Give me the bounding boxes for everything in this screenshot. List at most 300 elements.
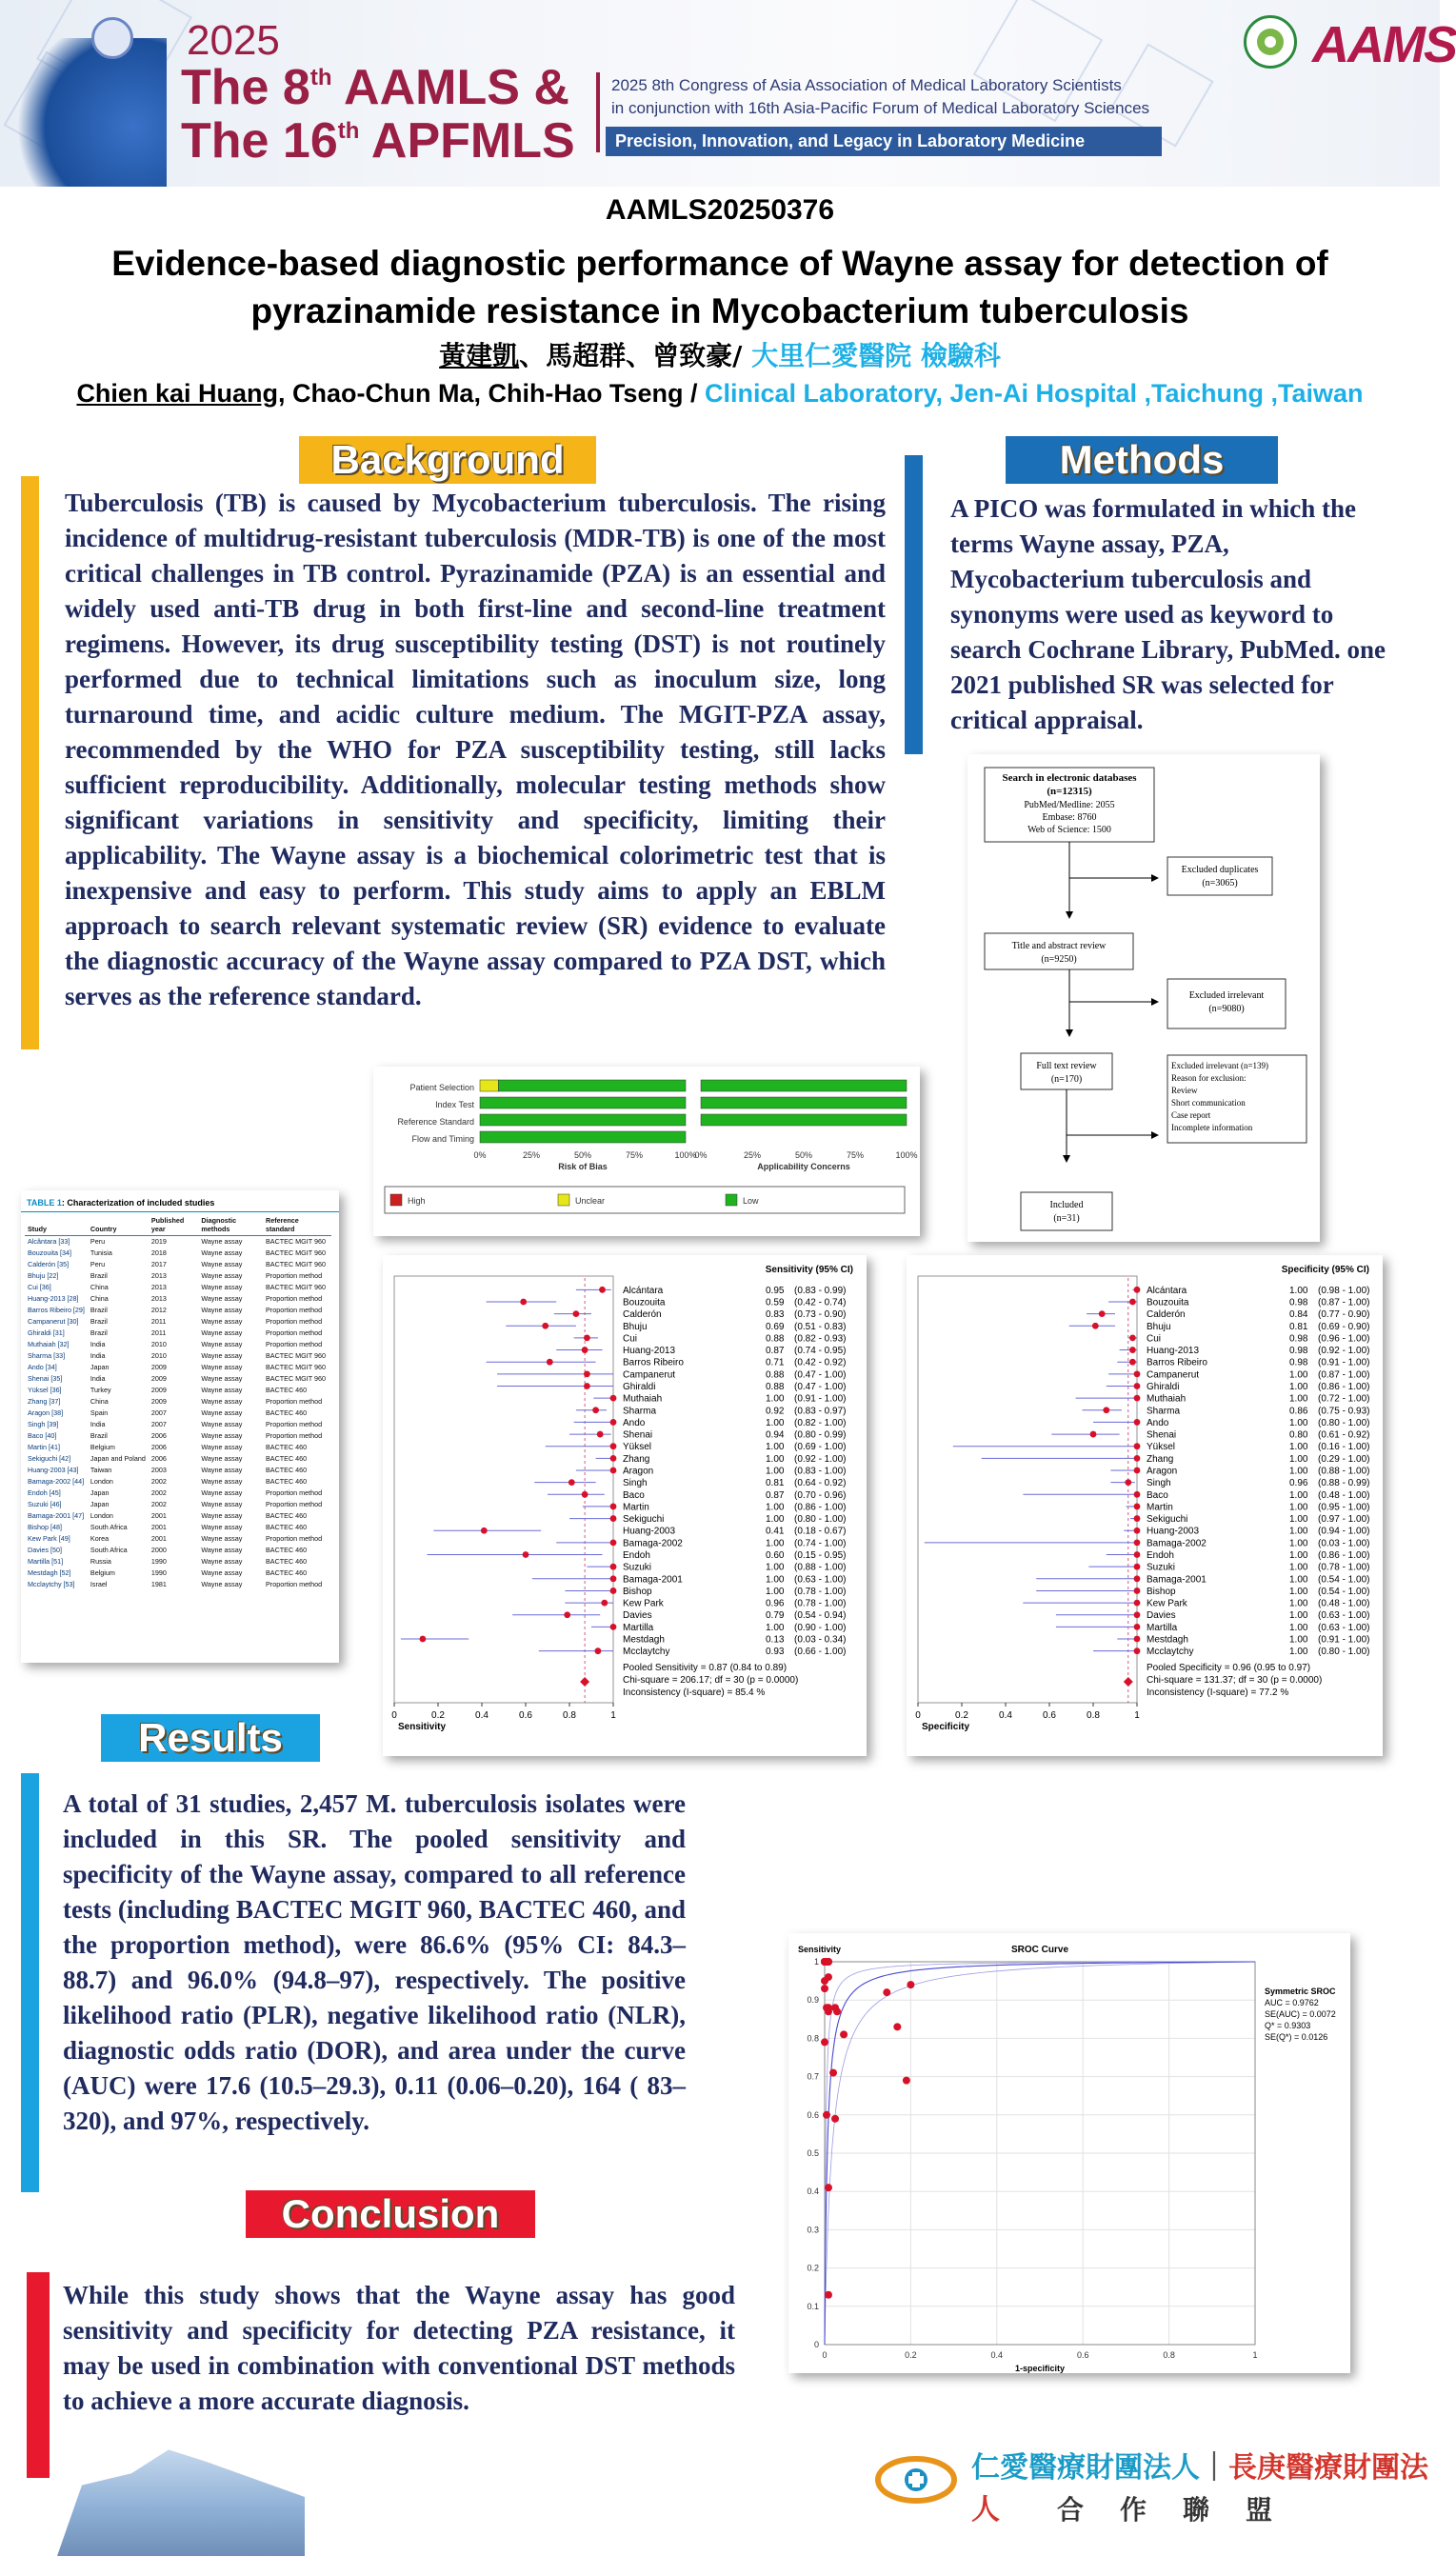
- table-1-row: [25, 1453, 331, 1465]
- forest-value-label: 0.87: [766, 1346, 785, 1357]
- forest-study-label: Aragon: [1147, 1466, 1178, 1477]
- flow-excluded-irrelevant-2: Excluded irrelevant (n=139): [1171, 1061, 1269, 1070]
- table-1-cell: Bishop [48]: [28, 1523, 62, 1531]
- forest-ci-label: (0.29 - 1.00): [1318, 1453, 1370, 1465]
- forest-study-label: Campanerut: [1147, 1369, 1200, 1381]
- society-seal-icon: [1244, 15, 1297, 69]
- table-1-cell: London: [90, 1511, 113, 1520]
- flow-excluded-irrelevant: Excluded irrelevant: [1188, 990, 1265, 1001]
- forest-point: [542, 1323, 548, 1329]
- forest-point: [547, 1359, 553, 1366]
- conclusion-heading: Conclusion: [246, 2190, 535, 2238]
- table-1-cell: BACTEC MGIT 960: [266, 1248, 326, 1257]
- methods-accent-bar: [905, 455, 923, 754]
- forest-point: [523, 1551, 529, 1558]
- table-1-row: [25, 1373, 331, 1385]
- table-1-cell: Proportion method: [266, 1317, 323, 1326]
- table-1-cell: BACTEC 460: [266, 1443, 308, 1451]
- applicability-bar-low: [701, 1080, 907, 1091]
- table-1-cell: 2007: [150, 1420, 167, 1428]
- forest-study-label: Cui: [1147, 1333, 1162, 1345]
- sroc-legend-line: SE(AUC) = 0.0072: [1265, 2009, 1336, 2019]
- forest-value-label: 1.00: [1289, 1381, 1308, 1392]
- forest-study-label: Zhang: [623, 1453, 650, 1465]
- risk-of-bias-chart: [373, 1067, 920, 1236]
- table-1-row: [25, 1385, 331, 1396]
- forest-ci-label: (0.87 - 1.00): [1318, 1297, 1370, 1308]
- forest-ci-label: (0.95 - 1.00): [1318, 1502, 1370, 1513]
- authors-english: Chien kai Huang, Chao-Chun Ma, Chih-Hao Tseng / Clinical Laboratory, Jen-Ai Hospital ,Taichung ,Taiwan: [76, 379, 1364, 408]
- flow-reason-1: Review: [1171, 1086, 1198, 1095]
- table-1-cell: Wayne assay: [201, 1340, 243, 1348]
- forest-study-label: Zhang: [1147, 1453, 1174, 1465]
- applicability-bar-low: [701, 1097, 907, 1108]
- table-1-cell: Yüksel [36]: [28, 1386, 62, 1394]
- congress-title-line1: The 8th AAMLS &: [181, 60, 569, 115]
- table-1-row: [25, 1350, 331, 1362]
- table-1-cell: Mcclaytchy [53]: [28, 1580, 75, 1588]
- forest-point: [610, 1443, 617, 1449]
- forest-point: [1103, 1407, 1109, 1413]
- table-1-cell: Brazil: [90, 1317, 108, 1326]
- forest-point: [1134, 1575, 1141, 1582]
- rob-legend-label: Unclear: [575, 1196, 606, 1206]
- table-1-row: [25, 1568, 331, 1579]
- table-1-cell: BACTEC MGIT 960: [266, 1351, 326, 1360]
- table-1-cell: Wayne assay: [201, 1443, 243, 1451]
- forest-point: [610, 1624, 617, 1630]
- table-1-cell: Japan: [90, 1500, 110, 1508]
- forest-point: [1134, 1395, 1141, 1402]
- table-1-cell: Cui [36]: [28, 1283, 51, 1291]
- forest-ci-label: (0.86 - 1.00): [1318, 1381, 1370, 1392]
- forest-value-label: 1.00: [766, 1393, 785, 1405]
- forest-ci-label: (0.69 - 1.00): [794, 1442, 847, 1453]
- forest-value-label: 0.95: [766, 1285, 785, 1296]
- table-1-row: [25, 1545, 331, 1556]
- forest-value-label: 0.59: [766, 1297, 785, 1308]
- methods-text: A PICO was formulated in which the terms Wayne assay, PZA, Mycobacterium tuberculosis and synonyms were used as keyword to search Cochrane Library, PubMed. one 2021 published SR was selected for critical appraisal.: [950, 494, 1386, 734]
- forest-value-label: 1.00: [766, 1514, 785, 1526]
- table-1-cell: Belgium: [90, 1568, 115, 1577]
- table-1-cell: Baco [40]: [28, 1431, 57, 1440]
- forest-tick-label: 0.8: [563, 1710, 576, 1721]
- table-1-row: [25, 1556, 331, 1568]
- results-heading: Results: [101, 1714, 320, 1762]
- table-1-cell: Wayne assay: [201, 1294, 243, 1303]
- table-1-cell: Turkey: [90, 1386, 111, 1394]
- forest-study-label: Muthaiah: [1147, 1393, 1187, 1405]
- forest-study-label: Bishop: [1147, 1586, 1176, 1597]
- forest-point: [1134, 1624, 1141, 1630]
- forest-ci-label: (0.83 - 0.99): [794, 1285, 847, 1296]
- forest-stat-label: Inconsistency (I-square) = 85.4 %: [623, 1687, 766, 1698]
- rob-legend-label: High: [408, 1196, 426, 1206]
- table-1-row: [25, 1305, 331, 1316]
- sroc-point: [829, 2069, 837, 2077]
- forest-value-label: 0.94: [766, 1429, 785, 1441]
- forest-plot-sensitivity: [383, 1255, 867, 1756]
- table-1-header-1: Country: [90, 1225, 117, 1233]
- table-1-cell: BACTEC 460: [266, 1511, 308, 1520]
- rob-axis-title: Risk of Bias: [558, 1162, 608, 1171]
- forest-value-label: 0.80: [1289, 1429, 1308, 1441]
- rob-row-label: Index Test: [435, 1100, 474, 1109]
- forest-ci-label: (0.80 - 1.00): [794, 1514, 847, 1526]
- forest-point: [610, 1395, 617, 1402]
- forest-ci-label: (0.75 - 0.93): [1318, 1406, 1370, 1417]
- forest-ci-label: (0.78 - 1.00): [1318, 1562, 1370, 1573]
- table-1-cell: Brazil: [90, 1271, 108, 1280]
- forest-stat-label: Pooled Sensitivity = 0.87 (0.84 to 0.89): [623, 1663, 788, 1673]
- footer-organizations: 仁愛醫療財團法人｜長庚醫療財團法人: [971, 2451, 1428, 2526]
- table-1-cell: Wayne assay: [201, 1580, 243, 1588]
- rob-legend-swatch: [390, 1194, 402, 1206]
- forest-axis-label: Specificity: [922, 1722, 970, 1732]
- forest-point: [1092, 1323, 1099, 1329]
- table-1-cell: Wayne assay: [201, 1557, 243, 1566]
- applicability-tick-label: 0%: [694, 1150, 708, 1160]
- forest-study-label: Huang-2013: [1147, 1346, 1200, 1357]
- forest-point: [610, 1539, 617, 1546]
- forest-ci-label: (0.88 - 0.99): [1318, 1478, 1370, 1489]
- forest-tick-label: 0.4: [999, 1710, 1012, 1721]
- table-1-cell: 2009: [150, 1386, 167, 1394]
- forest-value-label: 1.00: [1289, 1538, 1308, 1549]
- forest-value-label: 0.98: [1289, 1333, 1308, 1345]
- forest-value-label: 0.93: [766, 1647, 785, 1658]
- forest-value-label: 1.00: [1289, 1598, 1308, 1609]
- prisma-flowchart: [967, 754, 1320, 1242]
- table-1-row: [25, 1328, 331, 1339]
- table-1-cell: Davies [50]: [28, 1546, 62, 1554]
- congress-subtitle-line1: 2025 8th Congress of Asia Association of Medical Laboratory Scientists: [611, 76, 1122, 94]
- forest-value-label: 0.96: [766, 1598, 785, 1609]
- forest-study-label: Huang-2003: [623, 1526, 676, 1537]
- forest-tick-label: 0.2: [955, 1710, 968, 1721]
- table-1-cell: Russia: [90, 1557, 111, 1566]
- sroc-xtick-label: 0.4: [990, 2350, 1004, 2360]
- forest-value-label: 1.00: [1289, 1442, 1308, 1453]
- flow-full-text: Full text review: [1036, 1061, 1097, 1071]
- flow-search-embase: Embase: 8760: [1042, 812, 1097, 823]
- aams-logo: AAMS: [1312, 16, 1456, 73]
- forest-ci-label: (0.54 - 0.94): [794, 1610, 847, 1622]
- table-1-header-3: Diagnostic methods: [201, 1216, 237, 1233]
- sroc-legend-line: Symmetric SROC: [1265, 1987, 1336, 1996]
- forest-study-label: Alcántara: [1147, 1285, 1187, 1296]
- table-1-cell: Ando [34]: [28, 1363, 57, 1371]
- forest-ci-label: (0.94 - 1.00): [1318, 1526, 1370, 1537]
- forest-value-label: 1.00: [1289, 1610, 1308, 1622]
- table-1-row: [25, 1465, 331, 1476]
- poster-header: [0, 0, 1456, 187]
- forest-ci-label: (0.78 - 1.00): [794, 1598, 847, 1609]
- forest-study-label: Calderón: [623, 1309, 662, 1321]
- forest-point: [1134, 1468, 1141, 1474]
- forest-point: [564, 1611, 570, 1618]
- table-1-row: [25, 1442, 331, 1453]
- table-1-cell: BACTEC 460: [266, 1523, 308, 1531]
- table-1-cell: BACTEC 460: [266, 1477, 308, 1486]
- flow-title-review: Title and abstract review: [1011, 941, 1107, 951]
- table-1-row: [25, 1259, 331, 1270]
- table-1-cell: 2007: [150, 1408, 167, 1417]
- forest-value-label: 1.00: [766, 1586, 785, 1597]
- table-1-cell: Wayne assay: [201, 1397, 243, 1406]
- forest-ci-label: (0.88 - 1.00): [1318, 1466, 1370, 1477]
- table-1-cell: BACTEC 460: [266, 1466, 308, 1474]
- forest-ci-label: (0.03 - 0.34): [794, 1634, 847, 1646]
- table-1-cell: Proportion method: [266, 1328, 323, 1337]
- forest-study-label: Baco: [1147, 1489, 1168, 1501]
- forest-point: [568, 1479, 575, 1486]
- flow-search-title: Search in electronic databases: [1002, 772, 1137, 784]
- table-1-cell: BACTEC MGIT 960: [266, 1237, 326, 1246]
- forest-ci-label: (0.72 - 1.00): [1318, 1393, 1370, 1405]
- results-text: A total of 31 studies, 2,457 M. tuberculosis isolates were included in this SR. The pooled sensitivity and specificity of the Wayne assay, compared to all reference tests (including BACTEC MGIT 960, BACTEC 460, and the proportion method), were 86.6% (95% CI: 84.3–88.7) and 96.0% (94.8–97), respectively. The positive likelihood ratio (PLR), negative likelihood ratio (NLR), diagnostic odds ratio (DOR), and area under the curve (AUC) were 17.6 (10.5–29.3), 0.11 (0.06–0.20), 164 ( 83–320), and 97%, respectively.: [63, 1789, 686, 2135]
- background-heading: Background: [299, 436, 596, 484]
- forest-value-label: 1.00: [766, 1538, 785, 1549]
- table-1-row: [25, 1293, 331, 1305]
- table-1-cell: Proportion method: [266, 1340, 323, 1348]
- forest-study-label: Yüksel: [1147, 1442, 1176, 1453]
- forest-study-label: Bamaga-2001: [623, 1574, 683, 1586]
- hospital-building-graphic: [57, 2438, 305, 2556]
- sroc-point: [825, 2184, 832, 2191]
- forest-point: [1134, 1611, 1141, 1618]
- forest-study-label: Sharma: [1147, 1406, 1181, 1417]
- table-1-cell: India: [90, 1351, 106, 1360]
- table-1-row: [25, 1339, 331, 1350]
- forest-ci-label: (0.48 - 1.00): [1318, 1489, 1370, 1501]
- forest-study-label: Huang-2013: [623, 1346, 676, 1357]
- forest-point: [1134, 1564, 1141, 1570]
- sroc-xtick-label: 0.8: [1163, 2350, 1175, 2360]
- header-globe-graphic: [0, 38, 167, 187]
- forest-study-label: Calderón: [1147, 1309, 1186, 1321]
- table-1-cell: Wayne assay: [201, 1420, 243, 1428]
- table-1-cell: Wayne assay: [201, 1568, 243, 1577]
- forest-ci-label: (0.74 - 1.00): [794, 1538, 847, 1549]
- table-1-cell: Wayne assay: [201, 1466, 243, 1474]
- forest-ci-label: (0.63 - 1.00): [1318, 1610, 1370, 1622]
- forest-study-label: Sekiguchi: [1147, 1514, 1188, 1526]
- footer-alliance: 合作聯盟: [1057, 2494, 1309, 2526]
- forest-value-label: 0.96: [1289, 1478, 1308, 1489]
- table-1-cell: Peru: [90, 1260, 106, 1268]
- table-1-cell: BACTEC MGIT 960: [266, 1283, 326, 1291]
- sroc-ytick-label: 0.8: [807, 2033, 819, 2044]
- forest-value-label: 0.81: [766, 1478, 785, 1489]
- forest-tick-label: 1: [1134, 1710, 1140, 1721]
- forest-value-label: 1.00: [1289, 1647, 1308, 1658]
- forest-study-label: Bamaga-2002: [623, 1538, 683, 1549]
- forest-point: [610, 1515, 617, 1522]
- table-1-cell: Brazil: [90, 1431, 108, 1440]
- table-1-cell: Spain: [90, 1408, 109, 1417]
- sroc-point: [840, 2030, 848, 2038]
- forest-ci-label: (0.16 - 1.00): [1318, 1442, 1370, 1453]
- table-1-cell: BACTEC 460: [266, 1546, 308, 1554]
- congress-title-line2: The 16th APFMLS: [181, 113, 575, 169]
- forest-point: [1134, 1287, 1141, 1293]
- table-1-cell: 2010: [150, 1351, 167, 1360]
- table-1-cell: Wayne assay: [201, 1248, 243, 1257]
- rob-legend-box: [385, 1187, 905, 1213]
- table-1-cell: 2009: [150, 1363, 167, 1371]
- hospital-logo-icon: [874, 2451, 958, 2508]
- forest-study-label: Davies: [1147, 1610, 1176, 1622]
- table-1-cell: 2001: [150, 1511, 167, 1520]
- table-1-cell: China: [90, 1294, 109, 1303]
- forest-value-label: 0.98: [1289, 1297, 1308, 1308]
- forest-point: [1125, 1479, 1131, 1486]
- table-1-cell: Suzuki [46]: [28, 1500, 62, 1508]
- table-1-cell: 2002: [150, 1488, 167, 1497]
- forest-tick-label: 0.6: [519, 1710, 532, 1721]
- forest-tick-label: 0.8: [1087, 1710, 1100, 1721]
- conclusion-text: While this study shows that the Wayne assay has good sensitivity and specificity for detecting PZA resistance, it may be used in combination with conventional DST methods to achieve a more accurate diagnosis.: [63, 2281, 735, 2415]
- forest-value-label: 0.71: [766, 1357, 785, 1368]
- table-1-cell: Wayne assay: [201, 1454, 243, 1463]
- table-1-cell: Wayne assay: [201, 1260, 243, 1268]
- forest-point: [1134, 1419, 1141, 1426]
- table-1-cell: Wayne assay: [201, 1511, 243, 1520]
- forest-point: [610, 1588, 617, 1594]
- table-1-row: [25, 1476, 331, 1488]
- forest-study-label: Bamaga-2001: [1147, 1574, 1207, 1586]
- table-1: [25, 1214, 331, 1590]
- table-1-cell: Wayne assay: [201, 1363, 243, 1371]
- forest-ci-label: (0.73 - 0.90): [794, 1309, 847, 1321]
- sroc-ytick-label: 1: [813, 1957, 819, 1967]
- table-1-cell: China: [90, 1397, 109, 1406]
- table-1-cell: Israel: [90, 1580, 108, 1588]
- table-1-cell: Proportion method: [266, 1271, 323, 1280]
- forest-header: Specificity (95% CI): [1281, 1265, 1369, 1275]
- forest-stat-label: Chi-square = 206.17; df = 30 (p = 0.0000): [623, 1675, 799, 1686]
- rob-bar-low: [480, 1131, 686, 1143]
- forest-ci-label: (0.86 - 1.00): [794, 1502, 847, 1513]
- forest-ci-label: (0.51 - 0.83): [794, 1321, 847, 1332]
- forest-value-label: 0.98: [1289, 1346, 1308, 1357]
- forest-point: [1134, 1647, 1141, 1654]
- forest-study-label: Ghiraldi: [1147, 1381, 1180, 1392]
- table-1-cell: China: [90, 1283, 109, 1291]
- forest-value-label: 0.41: [766, 1526, 785, 1537]
- table-1-cell: Proportion method: [266, 1420, 323, 1428]
- forest-value-label: 1.00: [1289, 1417, 1308, 1428]
- forest-pooled-diamond: [580, 1677, 589, 1687]
- abstract-id: AAMLS20250376: [605, 194, 835, 226]
- forest-value-label: 1.00: [766, 1453, 785, 1465]
- forest-point: [582, 1491, 588, 1498]
- forest-study-label: Muthaiah: [623, 1393, 663, 1405]
- poster-title-line2: pyrazinamide resistance in Mycobacterium tuberculosis: [250, 291, 1189, 330]
- forest-point: [1134, 1455, 1141, 1462]
- flow-search-wos: Web of Science: 1500: [1027, 825, 1111, 835]
- rob-row-label: Patient Selection: [409, 1083, 474, 1092]
- table-1-cell: Proportion method: [266, 1431, 323, 1440]
- forest-ci-label: (0.87 - 1.00): [1318, 1369, 1370, 1381]
- sroc-xtick-label: 1: [1252, 2350, 1258, 2360]
- forest-point: [1134, 1515, 1141, 1522]
- forest-stat-label: Pooled Specificity = 0.96 (0.95 to 0.97): [1147, 1663, 1311, 1673]
- rob-row-label: Flow and Timing: [411, 1134, 474, 1144]
- table-1-cell: Belgium: [90, 1443, 115, 1451]
- sroc-xtick-label: 0: [822, 2350, 828, 2360]
- flow-search-n: (n=12315): [1047, 786, 1092, 797]
- forest-point: [1129, 1299, 1136, 1306]
- forest-value-label: 0.13: [766, 1634, 785, 1646]
- table-1-cell: Proportion method: [266, 1580, 323, 1588]
- flow-search-pubmed: PubMed/Medline: 2055: [1024, 800, 1115, 810]
- forest-point: [610, 1419, 617, 1426]
- table-1-cell: Bouzouita [34]: [28, 1248, 71, 1257]
- sroc-ytick-label: 0.7: [807, 2071, 819, 2082]
- table-1-cell: Taiwan: [90, 1466, 112, 1474]
- forest-study-label: Shenai: [1147, 1429, 1177, 1441]
- forest-tick-label: 0.2: [431, 1710, 445, 1721]
- forest-ci-label: (0.47 - 1.00): [794, 1369, 847, 1381]
- table-1-cell: 2009: [150, 1374, 167, 1383]
- sroc-point: [903, 2077, 910, 2085]
- flow-reason-2: Short communication: [1171, 1098, 1246, 1108]
- table-1-cell: BACTEC 460: [266, 1408, 308, 1417]
- sroc-point: [823, 1958, 830, 1966]
- sroc-ytick-label: 0.6: [807, 2109, 819, 2120]
- table-1-cell: South Africa: [90, 1546, 128, 1554]
- forest-tick-label: 0: [915, 1710, 921, 1721]
- table-1-row: [25, 1430, 331, 1442]
- forest-ci-label: (0.48 - 1.00): [1318, 1598, 1370, 1609]
- forest-point: [573, 1310, 580, 1317]
- forest-ci-label: (0.98 - 1.00): [1318, 1285, 1370, 1296]
- table-1-cell: 2001: [150, 1523, 167, 1531]
- forest-plot-frame: [918, 1276, 1137, 1703]
- forest-ci-label: (0.15 - 0.95): [794, 1550, 847, 1562]
- forest-study-label: Shenai: [623, 1429, 653, 1441]
- table-1-cell: Wayne assay: [201, 1317, 243, 1326]
- sroc-point: [831, 2115, 839, 2123]
- table-1-header-2: Published year: [150, 1216, 185, 1233]
- forest-ci-label: (0.66 - 1.00): [794, 1647, 847, 1658]
- table-1-cell: Wayne assay: [201, 1500, 243, 1508]
- forest-value-label: 1.00: [1289, 1466, 1308, 1477]
- forest-study-label: Bishop: [623, 1586, 652, 1597]
- forest-ci-label: (0.70 - 0.96): [794, 1489, 847, 1501]
- table-1-cell: 2006: [150, 1431, 167, 1440]
- table-1-cell: 2013: [150, 1283, 167, 1291]
- rob-bar-low: [498, 1080, 686, 1091]
- sroc-point: [883, 1988, 890, 1996]
- forest-header: Sensitivity (95% CI): [765, 1265, 853, 1275]
- rob-tick-label: 100%: [674, 1150, 697, 1160]
- forest-value-label: 0.98: [1289, 1357, 1308, 1368]
- sroc-ytick-label: 0.5: [807, 2148, 819, 2158]
- table-1-caption: TABLE 1: Characterization of included studies: [21, 1190, 339, 1212]
- forest-study-label: Alcántara: [623, 1285, 664, 1296]
- forest-ci-label: (0.63 - 1.00): [794, 1574, 847, 1586]
- table-1-cell: Japan: [90, 1363, 110, 1371]
- emblem-icon: [91, 17, 133, 59]
- table-1-cell: Calderón [35]: [28, 1260, 70, 1268]
- forest-study-label: Endoh: [1147, 1550, 1174, 1562]
- applicability-tick-label: 25%: [743, 1150, 762, 1160]
- forest-study-label: Suzuki: [1147, 1562, 1176, 1573]
- conclusion-accent-bar: [27, 2272, 50, 2478]
